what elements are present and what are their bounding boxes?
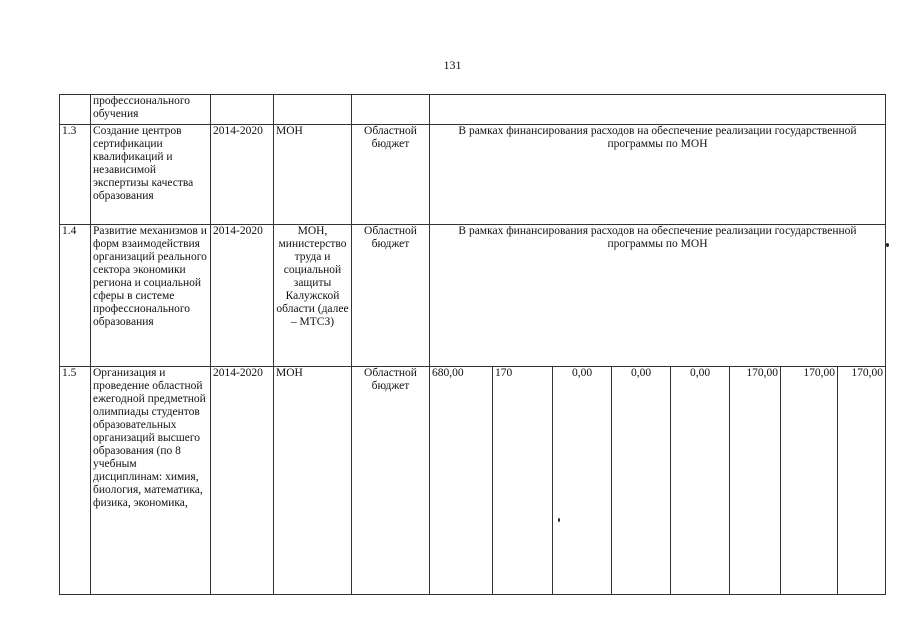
source-cell: Областной бюджет <box>352 125 430 225</box>
row-number <box>60 95 91 125</box>
executor-cell: МОН <box>274 125 352 225</box>
value-year-6: 170,00 <box>781 367 838 595</box>
financing-note: В рамках финансирования расходов на обеспечение реализации государственной программы по МОН <box>430 125 886 225</box>
program-table <box>59 94 886 595</box>
table-row <box>60 367 886 595</box>
scan-speck <box>886 243 889 247</box>
row-number: 1.5 <box>60 367 91 595</box>
executor-cell: МОН, министерство труда и социальной защиты Калужской области (далее – МТСЗ) <box>274 225 352 367</box>
row-number: 1.3 <box>60 125 91 225</box>
value-year-2: 0,00 <box>553 367 612 595</box>
measure-name: профессионального обучения <box>91 95 211 125</box>
financing-note <box>430 95 886 125</box>
financing-note: В рамках финансирования расходов на обеспечение реализации государственной программы по МОН <box>430 225 886 367</box>
table-row <box>60 95 886 125</box>
value-year-3: 0,00 <box>612 367 671 595</box>
measure-name: Организация и проведение областной ежегодной предметной олимпиады студентов образовательных организаций высшего образования (по 8 учебным дисциплинам: химия, биология, математика, физика, экономика, <box>91 367 211 595</box>
measure-name: Развитие механизмов и форм взаимодействия организаций реального сектора экономики региона и социальной сферы в системе профессионального образования <box>91 225 211 367</box>
period-cell: 2014-2020 <box>211 125 274 225</box>
period-cell: 2014-2020 <box>211 367 274 595</box>
source-cell: Областной бюджет <box>352 367 430 595</box>
executor-cell <box>274 95 352 125</box>
value-year-1: 170 <box>493 367 553 595</box>
value-total: 680,00 <box>430 367 493 595</box>
period-cell: 2014-2020 <box>211 225 274 367</box>
row-number: 1.4 <box>60 225 91 367</box>
value-year-7: 170,00 <box>838 367 886 595</box>
table-row <box>60 225 886 367</box>
page-number: 131 <box>443 58 462 72</box>
executor-cell: МОН <box>274 367 352 595</box>
value-year-5: 170,00 <box>730 367 781 595</box>
source-cell <box>352 95 430 125</box>
value-year-4: 0,00 <box>671 367 730 595</box>
table-row <box>60 125 886 225</box>
period-cell <box>211 95 274 125</box>
scan-speck <box>558 518 560 522</box>
source-cell: Областной бюджет <box>352 225 430 367</box>
measure-name: Создание центров сертификации квалификаций и независимой экспертизы качества образования <box>91 125 211 225</box>
